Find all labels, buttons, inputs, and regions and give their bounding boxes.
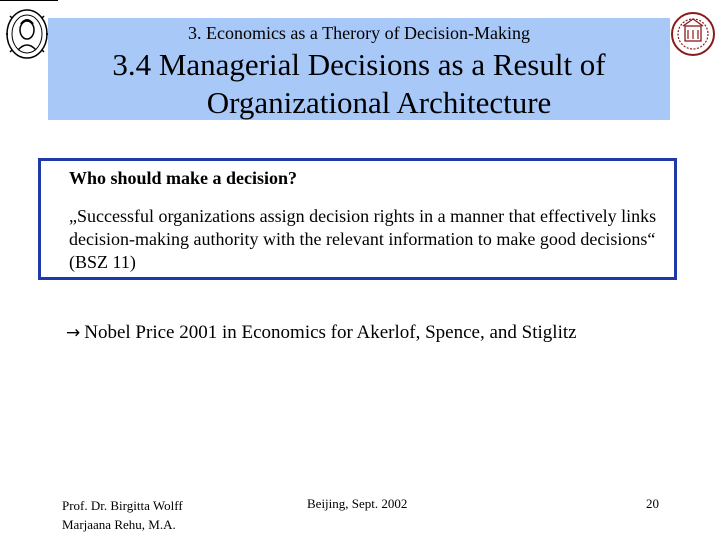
nobel-bullet — [66, 322, 577, 344]
decision-rights-box — [38, 158, 677, 280]
portrait-logo-icon — [2, 6, 52, 62]
footer-author-1: Prof. Dr. Birgitta Wolff — [62, 498, 183, 513]
university-seal-icon — [670, 6, 716, 62]
nobel-text: Nobel Price 2001 in Economics for Akerlof, Spence, and Stiglitz — [84, 322, 577, 343]
footer-location-date: Beijing, Sept. 2002 — [307, 496, 408, 511]
page-number: 20 — [646, 496, 659, 511]
box-quote: „Successful organizations assign decision rights in a manner that effectively links decision-making authority with the relevant information to make good decisions“ (BSZ 11) — [69, 206, 657, 272]
top-rule — [0, 0, 58, 1]
section-kicker: 3. Economics as a Therory of Decision-Making — [187, 23, 531, 43]
footer-authors — [62, 496, 183, 534]
slide-title — [48, 46, 670, 122]
footer-author-2: Marjaana Rehu, M.A. — [62, 517, 176, 532]
right-arrow-icon: → — [66, 323, 81, 343]
box-question: Who should make a decision? — [69, 168, 298, 188]
title-line-2: Organizational Architecture — [206, 85, 552, 120]
title-line-1: 3.4 Managerial Decisions as a Result of — [112, 47, 606, 82]
slide-header — [48, 18, 670, 120]
